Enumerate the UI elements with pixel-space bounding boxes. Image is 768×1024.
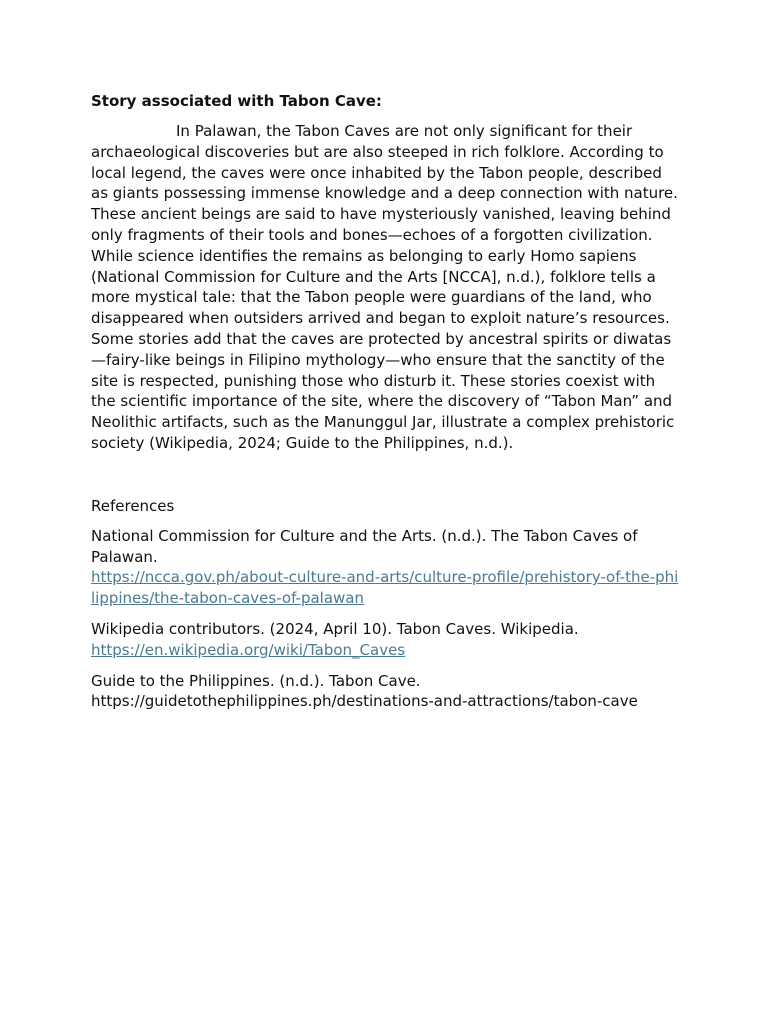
reference-guide: [91, 671, 679, 713]
references-heading: References: [91, 496, 175, 515]
document-page: [91, 90, 679, 722]
reference-link-wikipedia[interactable]: https://en.wikipedia.org/wiki/Tabon_Caves: [91, 640, 406, 659]
reference-wikipedia: [91, 619, 679, 661]
section-heading: Story associated with Tabon Cave:: [91, 92, 382, 110]
reference-ncca: [91, 526, 679, 609]
reference-citation: Guide to the Philippines. (n.d.). Tabon Cave.: [91, 671, 421, 690]
reference-citation: Wikipedia contributors. (2024, April 10). Tabon Caves. Wikipedia.: [91, 619, 579, 638]
story-paragraph: In Palawan, the Tabon Caves are not only significant for their archaeological discoveries but are also steeped in rich folklore. According to local legend, the caves were once inhabited by the Tabon people, described as giants possessing immense knowledge and a deep connection with nature. These ancient beings are said to have mysteriously vanished, leaving behind only fragments of their tools and bones—echoes of a forgotten civilization. While science identifies the remains as belonging to early Homo sapiens (National Commission for Culture and the Arts [NCCA], n.d.), folklore tells a more mystical tale: that the Tabon people were guardians of the land, who disappeared when outsiders arrived and began to exploit nature’s resources. Some stories add that the caves are protected by ancestral spirits or diwatas—fairy-like beings in Filipino mythology—who ensure that the sanctity of the site is respected, punishing those who disturb it. These stories coexist with the scientific importance of the site, where the discovery of “Tabon Man” and Neolithic artifacts, such as the Manunggul Jar, illustrate a complex prehistoric society (Wikipedia, 2024; Guide to the Philippines, n.d.).: [91, 122, 678, 452]
reference-url-guide: https://guidetothephilippines.ph/destinations-and-attractions/tabon-cave: [91, 692, 638, 711]
reference-citation: National Commission for Culture and the Arts. (n.d.). The Tabon Caves of Palawan.: [91, 526, 638, 566]
reference-link-ncca[interactable]: https://ncca.gov.ph/about-culture-and-arts/culture-profile/prehistory-of-the-philippines/the-tabon-caves-of-palawan: [91, 568, 679, 608]
